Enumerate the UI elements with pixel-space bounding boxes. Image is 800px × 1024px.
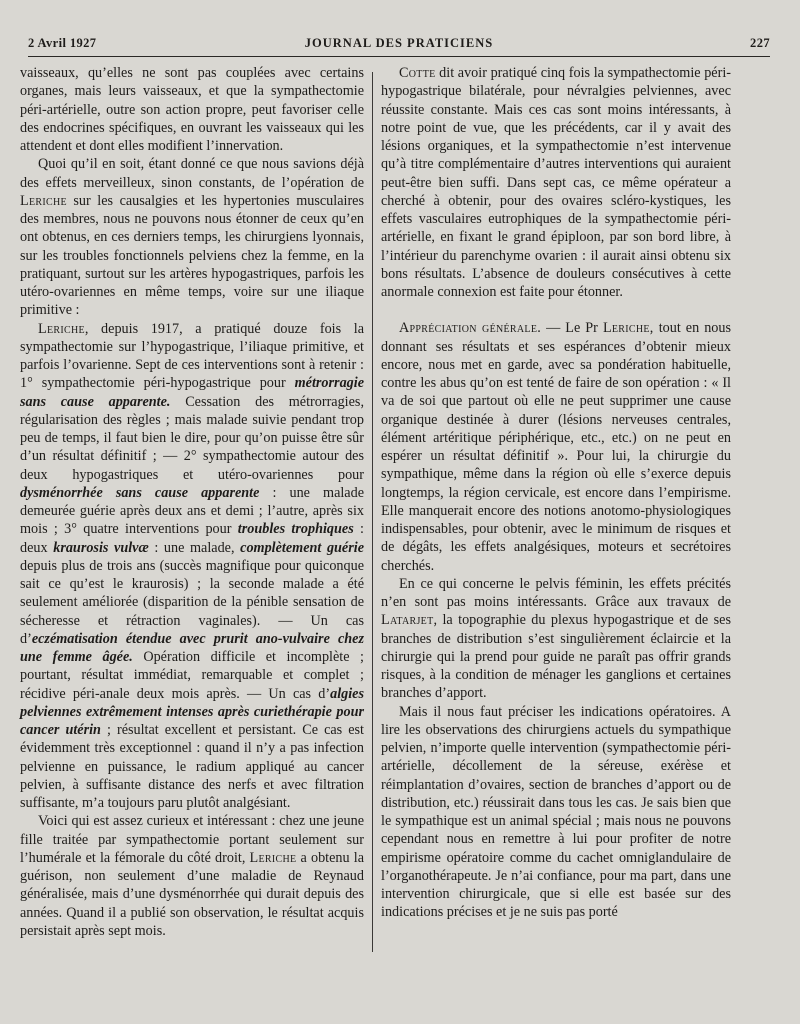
- author-name: Cotte: [399, 65, 436, 81]
- paragraph: Cotte dit avoir pratiqué cinq fois la sympathectomie péri-hypogastrique bilatérale, pour névralgies pelviennes, avec réussite constante. Mais ces cas sont moins intéressants, à notre point de vue, que les précédents, car il y avait des lésions organiques, et la sympathectomie n’est intervenue qu’à titre complémentaire d’autres interventions qui auraient peut-être bien suffi. Dans sept cas, ce même opérateur a cherché à obtenir, pour des ovaires scléro-kystiques, les effets vasculaires eutrophiques de la sympathectomie péri-artérielle, en fixant le grand épiploon, par son bord libre, à l’intérieur du parenchyme ovarien : il aurait ainsi obtenu six bons résultats. L’absence de douleurs consécutives à cette anormale connexion est faite pour étonner.: [381, 65, 731, 300]
- paragraph: Appréciation générale. — Le Pr Leriche, tout en nous donnant ses résultats et ses espérances d’obtenir mieux encore, nous met en garde, avec sa pondération habituelle, contre les abus qu’on est tenté de faire de son opération : « Il va de soi que partout où elle ne peut supprimer une cause organique destinée à durer (lésions nerveuses centrales, élément artéritique périphérique, etc., etc.) on ne peut en espérer un résultat définitif ». Pour lui, la chirurgie du sympathique, même dans la région où elle s’exerce depuis longtemps, la région cervicale, est encore dans l’empirisme. Elle manquerait encore des notions anotomo-physiologiques indispensables, pour obtenir, avec le minimum de risques et de dégâts, les effets analgésiques, moteurs et secrétoires cherchés.: [381, 320, 731, 574]
- author-name: Leriche: [249, 849, 297, 866]
- column-divider: [372, 72, 373, 952]
- section-heading: Appréciation générale.: [399, 320, 542, 337]
- journal-title: JOURNAL DES PRATICIENS: [304, 36, 494, 50]
- author-name: Leriche,: [602, 320, 654, 337]
- paragraph: Quoi qu’il en soit, étant donné ce que nous savions déjà des effets merveilleux, sinon constants, de l’opération de Leriche sur les causalgies et les hypertonies musculaires des membres, nous ne pouvons nous étonner de ceux qu’en ont obtenus, en ces derniers temps, les chirurgiens lyonnais, sur les troubles fonctionnels pelviens chez la femme, en la pratiquant, surtout sur les artères hypogastriques, parfois les utéro-ovariennes en même temps, voire sur une iliaque primitive :: [20, 156, 364, 319]
- page-header: [28, 36, 770, 54]
- paragraph: Voici qui est assez curieux et intéressant : chez une jeune fille traitée par sympathectomie portant seulement sur l’humérale et la fémorale du côté droit, Leriche a obtenu la guérison, non seulement d’une maladie de Reynaud généralisée, mais d’une dysménorrhée qui durait depuis des années. Quand il a publié son observation, le résultat acquis persistait après sept mois.: [20, 813, 364, 939]
- author-name: Leriche: [20, 192, 67, 209]
- paragraph: Mais il nous faut préciser les indications opératoires. A lire les observations des chirurgiens actuels du sympathique pelvien, n’importe quelle intervention (sympathectomie péri-artérielle, décollement de la séreuse, exérèse et réimplantation d’ovaires, section de branches d’apport ou de distribution, etc.) réussirait dans tous les cas. Je sais bien que le sympathique est un animal spécial ; mais nous ne pouvons cependant nous en remettre à lui pour profiter de notre empirisme opératoire comme du cachet omniglandulaire de l’organothérapeute. Je n’ai confiance, pour ma part, dans une intervention chirurgicale, que si elle est basée sur des indications précises et je ne suis pas porté: [381, 703, 731, 921]
- author-name: Latarjet: [381, 612, 434, 629]
- paragraph: Leriche, depuis 1917, a pratiqué douze fois la sympathectomie sur l’hypogastrique, l’iliaque primitive, et parfois l’ovarienne. Sept de ces interventions sont à retenir : 1° sympathectomie péri-hypogastrique pour métrorragie sans cause apparente. Cessation des métrorragies, régularisation des règles ; mais malade suivie pendant trop peu de temps, il faut bien le dire, pour qu’on puisse être sûr d’un résultat définitif ; — 2° sympathectomie autour des deux hypogastriques et utéro-ovariennes pour dysménorrhée sans cause apparente : une malade demeurée guérie après deux ans et demi ; l’autre, après six mois ; 3° quatre interventions pour troubles trophiques : deux kraurosis vulvæ : une malade, complètement guérie depuis plus de trois ans (succès magnifique pour quiconque sait ce qu’est le kraurosis) ; la seconde malade a été seulement améliorée (disparition de la pénible sensation de sécheresse et rétraction vaginales). — Un cas d’eczématisation étendue avec prurit ano-vulvaire chez une femme âgée. Opération difficile et incomplète ; pourtant, résultat immédiat, remarquable et complet ; récidive péri-anale deux mois après. — Un cas d’algies pelviennes extrêmement intenses après curiethérapie pour cancer utérin ; résultat excellent et persistant. Ce cas est évidemment très exceptionnel : quand il n’y a pas infection pelvienne en puissance, le radium appliqué au cancer pelvien, à suffisante distance des nerfs et avec filtration suffisante, m’a toujours paru plutôt analgésiant.: [20, 320, 364, 811]
- author-name: Leriche: [38, 320, 85, 337]
- page-number: 227: [750, 36, 770, 50]
- right-column: [381, 64, 731, 1004]
- paragraph: En ce qui concerne le pelvis féminin, les effets précités n’en sont pas moins intéressants. Grâce aux travaux de Latarjet, la topographie du plexus hypogastrique et de ses branches de distribution s’est singulièrement éclaircie et la chirurgie qui la prend pour guide ne paraît pas offrir grands risques, à la condition de ménager les ganglions et certaines branches d’apport.: [381, 575, 731, 702]
- left-column: [20, 64, 364, 1004]
- paragraph: vaisseaux, qu’elles ne sont pas couplées avec certains organes, mais leurs vaisseaux, et que la sympathectomie péri-artérielle, outre son action propre, peut favoriser celle des endocrines spécifiques, en ouvrant les vaisseaux qui les attendent et dont elles modifient l’innervation.: [20, 65, 364, 154]
- header-rule: [28, 56, 770, 57]
- header-date: 2 Avril 1927: [28, 36, 97, 50]
